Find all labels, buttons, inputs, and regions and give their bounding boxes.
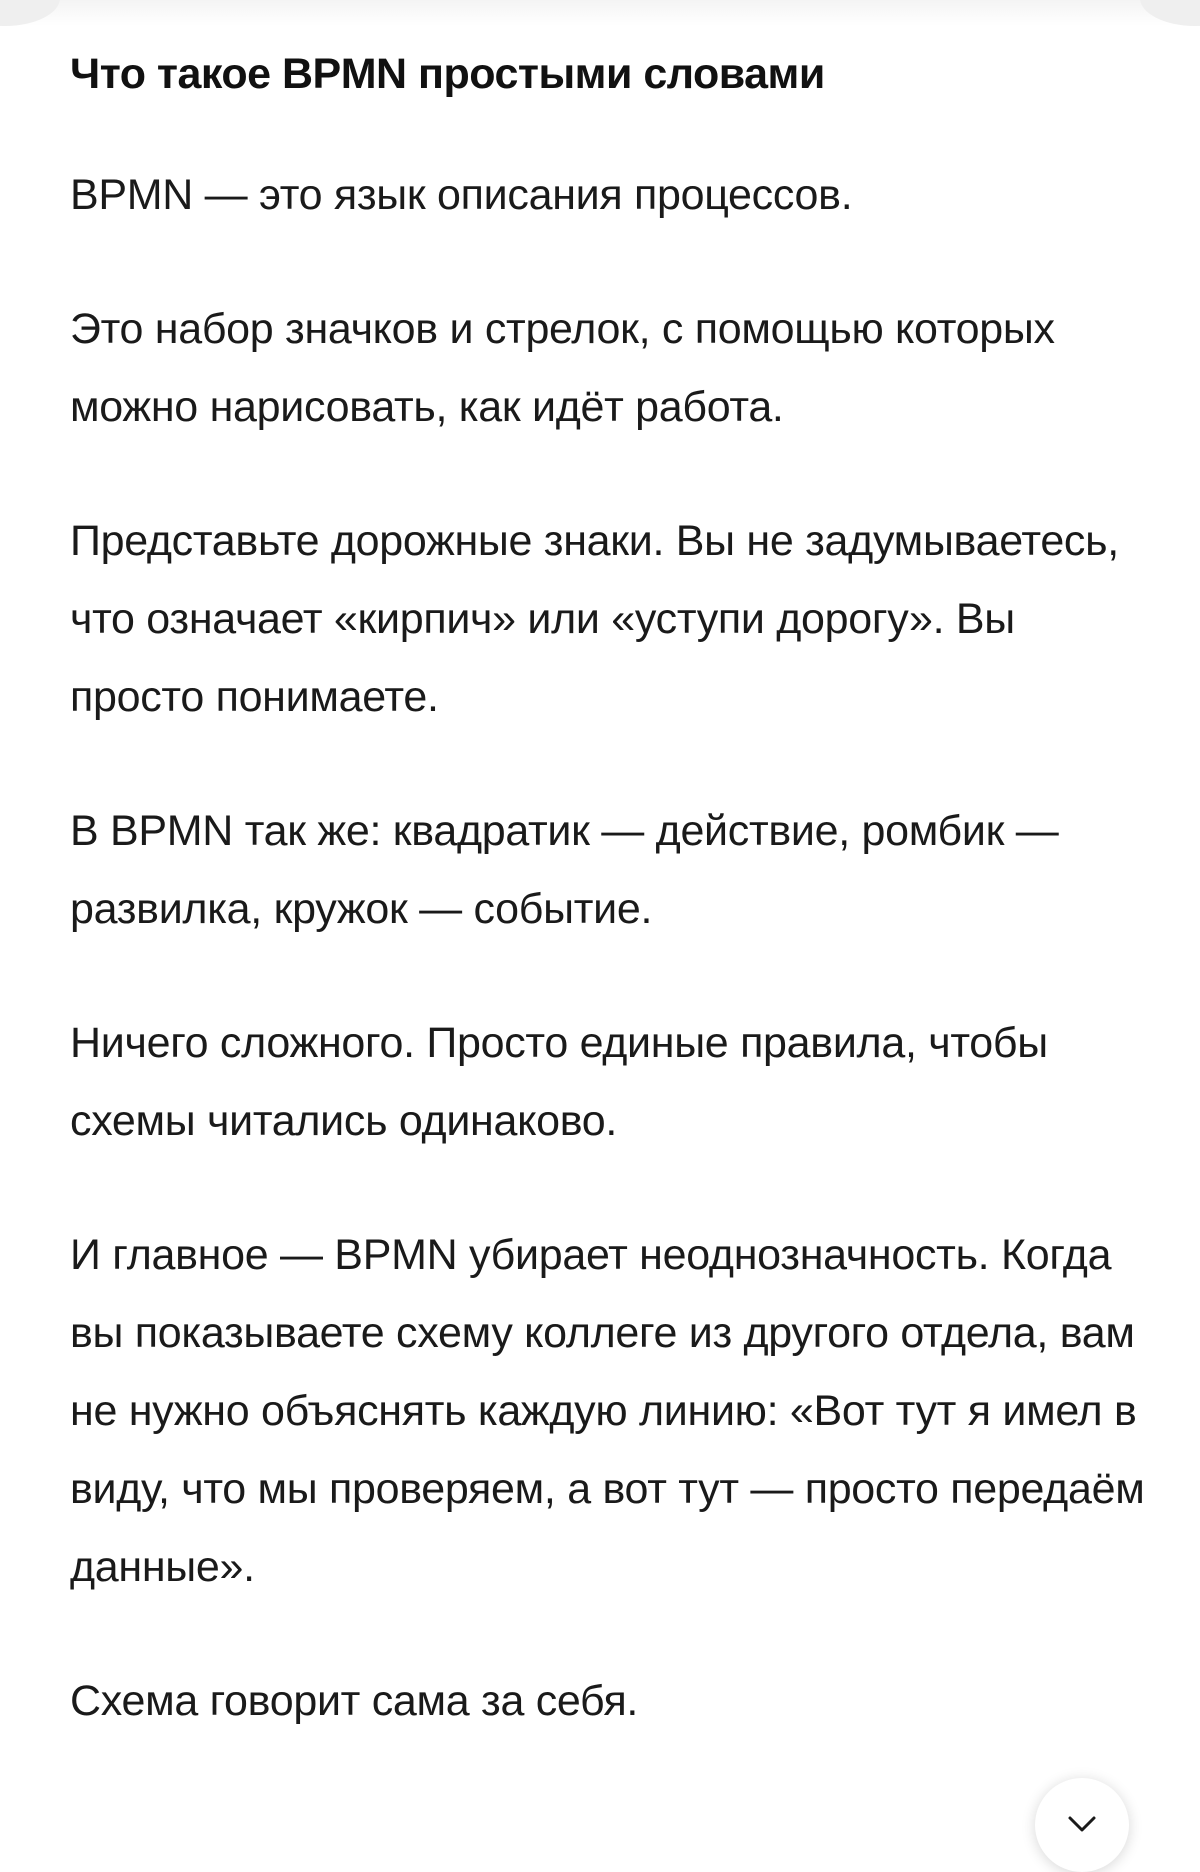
paragraph-icons-and-arrows: Это набор значков и стрелок, с помощью которых можно нарисовать, как идёт работа.: [70, 305, 1055, 431]
top-fade: [0, 0, 1200, 26]
article-heading: Что такое BPMN простыми словами: [70, 50, 825, 98]
scroll-down-button[interactable]: [1035, 1778, 1129, 1872]
paragraph-shapes: В BPMN так же: квадратик — действие, ромбик — развилка, кружок — событие.: [70, 807, 1059, 933]
paragraph-rules: Ничего сложного. Просто единые правила, чтобы схемы читались одинаково.: [70, 1019, 1048, 1145]
article: [70, 44, 1150, 1796]
top-left-fade-shape: [0, 0, 60, 26]
paragraph-definition: BPMN — это язык описания процессов.: [70, 171, 853, 219]
top-right-fade-shape: [1140, 0, 1200, 26]
paragraph-road-signs: Представьте дорожные знаки. Вы не задумываетесь, что означает «кирпич» или «уступи дорогу». Вы просто понимаете.: [70, 517, 1119, 721]
paragraph-conclusion: Схема говорит сама за себя.: [70, 1677, 639, 1725]
paragraph-ambiguity: И главное — BPMN убирает неоднозначность. Когда вы показываете схему коллеге из другого отдела, вам не нужно объяснять каждую линию: «Вот тут я имел в виду, что мы проверяем, а вот тут — просто передаём данные».: [70, 1231, 1145, 1591]
chevron-down-icon: [1065, 1807, 1099, 1841]
